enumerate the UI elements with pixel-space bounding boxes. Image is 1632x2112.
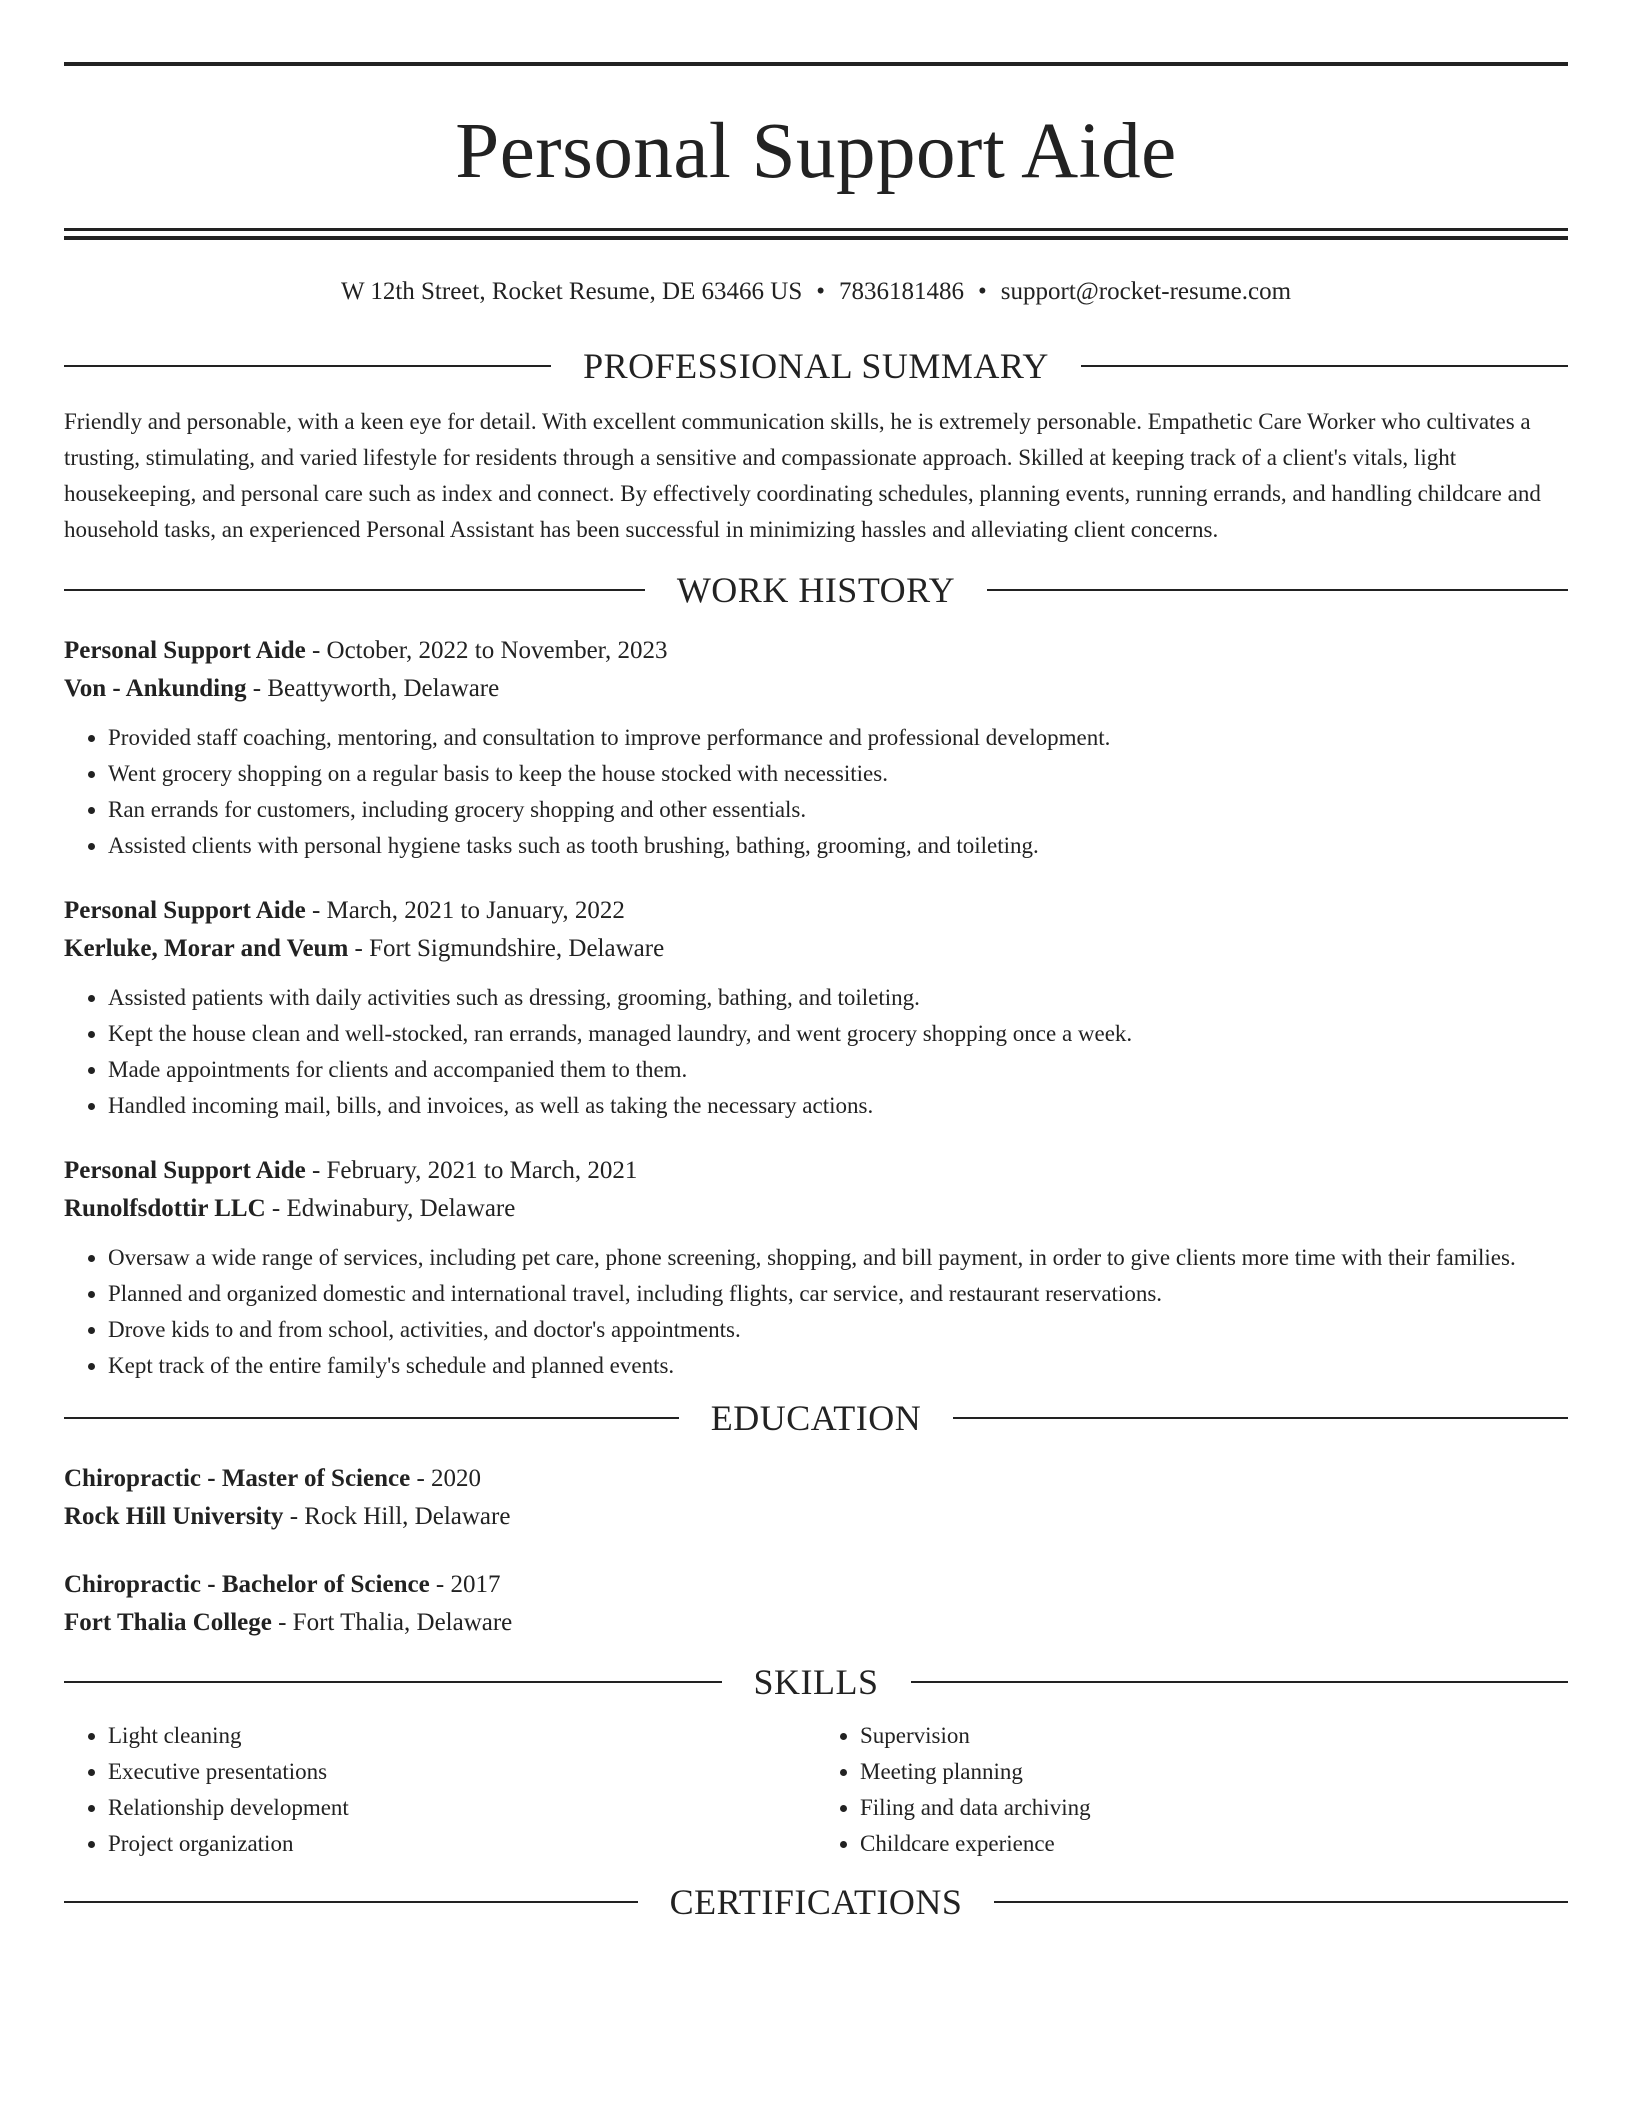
job-title-line — [64, 892, 1568, 930]
job-title: Personal Support Aide — [64, 897, 306, 924]
job-title: Personal Support Aide — [64, 1157, 306, 1184]
skill-item: • Relationship development — [108, 1790, 816, 1826]
job-entry — [64, 632, 1568, 864]
degree-year: - 2017 — [429, 1571, 501, 1598]
section-heading-work — [64, 568, 1568, 612]
skill-item: • Executive presentations — [108, 1754, 816, 1790]
section-heading-summary — [64, 344, 1568, 388]
list-item: • Provided staff coaching, mentoring, and consultation to improve performance and professional development. — [108, 720, 1568, 756]
skills-column-left — [64, 1718, 816, 1862]
job-company: Kerluke, Morar and Veum — [64, 935, 349, 962]
section-heading-education — [64, 1396, 1568, 1440]
section-heading-certifications — [64, 1880, 1568, 1924]
list-item: • Kept track of the entire family's schedule and planned events. — [108, 1348, 1568, 1384]
heading-rule — [953, 1417, 1568, 1419]
school: Fort Thalia College — [64, 1609, 272, 1636]
job-dates: - March, 2021 to January, 2022 — [305, 897, 625, 924]
school-line — [64, 1604, 1568, 1642]
section-title: EDUCATION — [710, 1398, 922, 1438]
heading-rule — [64, 1417, 679, 1419]
skill-item: • Meeting planning — [860, 1754, 1568, 1790]
top-rule — [64, 62, 1568, 66]
candidate-name: Personal Support Aide — [455, 108, 1177, 195]
school-location: - Fort Thalia, Delaware — [271, 1609, 513, 1636]
job-entry — [64, 892, 1568, 1124]
degree-line — [64, 1460, 1568, 1498]
job-location: - Beattyworth, Delaware — [246, 675, 500, 702]
job-company-line — [64, 930, 1568, 968]
contact-line — [64, 276, 1568, 308]
list-item: • Assisted patients with daily activities such as dressing, grooming, bathing, and toileting. — [108, 980, 1568, 1016]
school-line — [64, 1498, 1568, 1536]
skill-item: • Childcare experience — [860, 1826, 1568, 1862]
section-title: PROFESSIONAL SUMMARY — [583, 346, 1049, 386]
education-entry — [64, 1460, 1568, 1536]
skills-grid — [64, 1718, 1568, 1862]
heading-rule — [994, 1901, 1568, 1903]
heading-rule — [64, 1681, 722, 1683]
skill-item: • Light cleaning — [108, 1718, 816, 1754]
list-item: • Made appointments for clients and accompanied them to them. — [108, 1052, 1568, 1088]
section-title: SKILLS — [753, 1662, 879, 1702]
job-bullets — [64, 1240, 1568, 1384]
heading-rule — [911, 1681, 1569, 1683]
summary-text: Friendly and personable, with a keen eye for detail. With excellent communication skills, he is extremely personable. Empathetic Care Worker who cultivates a trusting, stimulating, and varied lifestyle for residents through a sensitive and compassionate approach. Skilled at keeping track of a client's vitals, light housekeeping, and personal care such as index and connect. By effectively coordinating schedules, planning events, running errands, and handling childcare and household tasks, an experienced Personal Assistant has been successful in minimizing hassles and alleviating client concerns. — [64, 409, 1541, 542]
contact-separator: • — [978, 278, 987, 305]
skill-item: • Supervision — [860, 1718, 1568, 1754]
job-location: - Edwinabury, Delaware — [265, 1195, 516, 1222]
section-title: WORK HISTORY — [676, 570, 956, 610]
degree: Chiropractic - Bachelor of Science — [64, 1571, 430, 1598]
list-item: • Went grocery shopping on a regular basis to keep the house stocked with necessities. — [108, 756, 1568, 792]
job-title: Personal Support Aide — [64, 637, 306, 664]
education-entry — [64, 1566, 1568, 1642]
job-dates: - February, 2021 to March, 2021 — [305, 1157, 638, 1184]
heading-rule — [987, 589, 1568, 591]
school-location: - Rock Hill, Delaware — [283, 1503, 511, 1530]
job-company: Runolfsdottir LLC — [64, 1195, 266, 1222]
job-title-line — [64, 1152, 1568, 1190]
degree: Chiropractic - Master of Science — [64, 1465, 411, 1492]
job-company-line — [64, 1190, 1568, 1228]
skill-item: • Filing and data archiving — [860, 1790, 1568, 1826]
skill-item: • Project organization — [108, 1826, 816, 1862]
heading-rule — [64, 589, 645, 591]
job-bullets — [64, 980, 1568, 1124]
job-bullets — [64, 720, 1568, 864]
address: W 12th Street, Rocket Resume, DE 63466 US — [340, 278, 803, 305]
heading-rule — [64, 365, 551, 367]
heading-rule — [64, 1901, 638, 1903]
list-item: • Drove kids to and from school, activities, and doctor's appointments. — [108, 1312, 1568, 1348]
contact-separator: • — [816, 278, 825, 305]
double-rule — [64, 228, 1568, 240]
section-title: CERTIFICATIONS — [669, 1882, 963, 1922]
school: Rock Hill University — [64, 1503, 284, 1530]
list-item: • Kept the house clean and well-stocked, ran errands, managed laundry, and went grocery shopping once a week. — [108, 1016, 1568, 1052]
list-item: • Oversaw a wide range of services, including pet care, phone screening, shopping, and bill payment, in order to give clients more time with their families. — [108, 1240, 1568, 1276]
degree-year: - 2020 — [410, 1465, 482, 1492]
list-item: • Assisted clients with personal hygiene tasks such as tooth brushing, bathing, grooming, and toileting. — [108, 828, 1568, 864]
job-company-line — [64, 670, 1568, 708]
degree-line — [64, 1566, 1568, 1604]
job-entry — [64, 1152, 1568, 1384]
job-dates: - October, 2022 to November, 2023 — [305, 637, 668, 664]
skills-column-right — [816, 1718, 1568, 1862]
list-item: • Ran errands for customers, including grocery shopping and other essentials. — [108, 792, 1568, 828]
section-heading-skills — [64, 1660, 1568, 1704]
heading-rule — [1081, 365, 1568, 367]
email: support@rocket-resume.com — [1000, 278, 1292, 305]
phone: 7836181486 — [839, 278, 964, 305]
job-title-line — [64, 632, 1568, 670]
job-location: - Fort Sigmundshire, Delaware — [348, 935, 665, 962]
list-item: • Planned and organized domestic and international travel, including flights, car service, and restaurant reservations. — [108, 1276, 1568, 1312]
job-company: Von - Ankunding — [64, 675, 247, 702]
list-item: • Handled incoming mail, bills, and invoices, as well as taking the necessary actions. — [108, 1088, 1568, 1124]
